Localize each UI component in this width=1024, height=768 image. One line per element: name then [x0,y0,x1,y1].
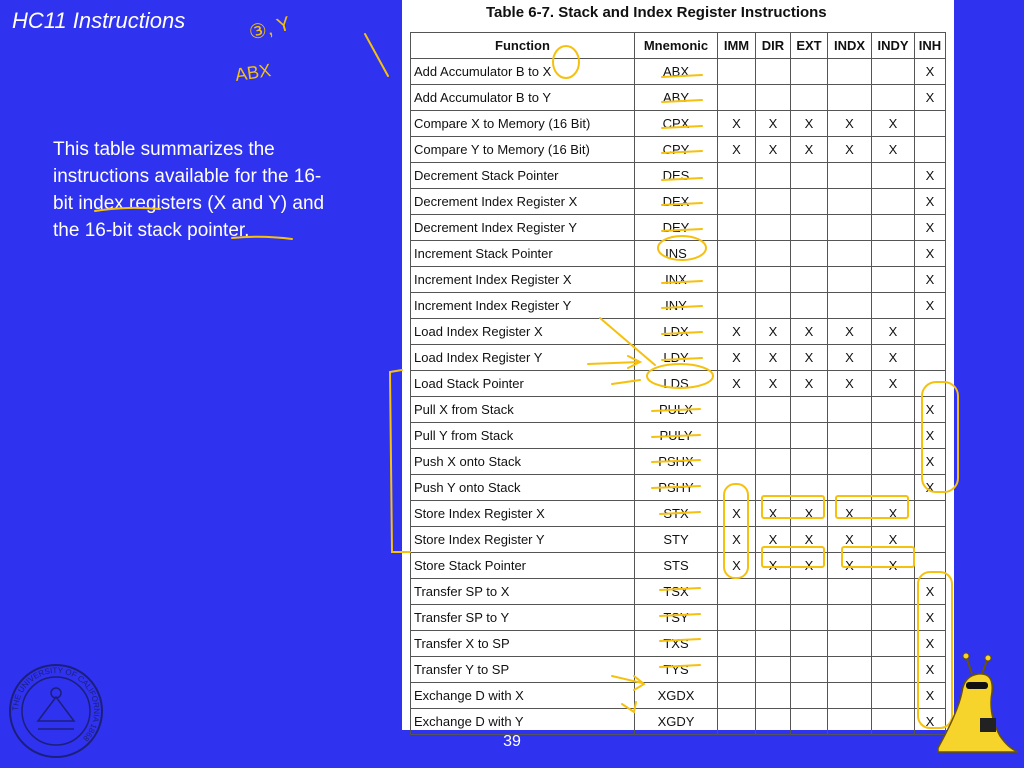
addressing-mode-cell [872,449,915,475]
addressing-mode-cell [791,215,828,241]
body-text-part: stack pointer. [132,220,250,241]
table-row [411,527,946,553]
mnemonic-cell: PULX [635,397,718,423]
function-cell: Transfer SP to Y [411,605,635,631]
addressing-mode-cell [756,215,791,241]
addressing-mode-cell: X [828,137,872,163]
addressing-mode-cell [872,215,915,241]
ink-stroke [365,34,388,76]
addressing-mode-cell: X [718,111,756,137]
function-cell: Increment Index Register X [411,267,635,293]
addressing-mode-cell [791,475,828,501]
addressing-mode-cell [872,59,915,85]
column-header: Mnemonic [635,33,718,59]
addressing-mode-cell: X [915,683,946,709]
function-cell: Store Index Register X [411,501,635,527]
table-row [411,423,946,449]
function-cell: Decrement Stack Pointer [411,163,635,189]
addressing-mode-cell [828,631,872,657]
addressing-mode-cell [872,423,915,449]
addressing-mode-cell: X [915,475,946,501]
addressing-mode-cell [828,475,872,501]
addressing-mode-cell [791,657,828,683]
slide-title: HC11 Instructions [12,8,186,33]
addressing-mode-cell [828,189,872,215]
body-text-part: 16-bit [53,166,322,214]
table-row [411,137,946,163]
table-row [411,163,946,189]
addressing-mode-cell [872,163,915,189]
addressing-mode-cell [756,683,791,709]
addressing-mode-cell: X [915,163,946,189]
addressing-mode-cell [872,241,915,267]
function-cell: Add Accumulator B to Y [411,85,635,111]
mnemonic-cell: STY [635,527,718,553]
addressing-mode-cell [756,293,791,319]
function-cell: Load Index Register X [411,319,635,345]
addressing-mode-cell: X [791,137,828,163]
column-header: EXT [791,33,828,59]
addressing-mode-cell [756,163,791,189]
addressing-mode-cell [915,111,946,137]
table-row [411,85,946,111]
column-header: INDX [828,33,872,59]
addressing-mode-cell [828,241,872,267]
addressing-mode-cell [791,189,828,215]
mnemonic-cell: STX [635,501,718,527]
addressing-mode-cell [756,189,791,215]
addressing-mode-cell: X [718,319,756,345]
mnemonic-cell: CPX [635,111,718,137]
addressing-mode-cell [791,293,828,319]
mnemonic-cell: TYS [635,657,718,683]
table-row [411,657,946,683]
addressing-mode-cell: X [872,527,915,553]
mnemonic-cell: PSHY [635,475,718,501]
addressing-mode-cell [828,85,872,111]
addressing-mode-cell [872,397,915,423]
table-row [411,371,946,397]
addressing-mode-cell [915,527,946,553]
addressing-mode-cell: X [828,501,872,527]
addressing-mode-cell: X [915,423,946,449]
addressing-mode-cell: X [718,527,756,553]
addressing-mode-cell: X [915,709,946,735]
table-row [411,189,946,215]
function-cell: Store Stack Pointer [411,553,635,579]
function-cell: Decrement Index Register X [411,189,635,215]
function-cell: Load Stack Pointer [411,371,635,397]
addressing-mode-cell: X [718,501,756,527]
addressing-mode-cell [872,631,915,657]
addressing-mode-cell [718,449,756,475]
table-row [411,215,946,241]
addressing-mode-cell [756,449,791,475]
addressing-mode-cell [756,631,791,657]
addressing-mode-cell [915,319,946,345]
addressing-mode-cell [718,683,756,709]
addressing-mode-cell [756,397,791,423]
table-row [411,293,946,319]
addressing-mode-cell [872,85,915,111]
addressing-mode-cell: X [872,553,915,579]
mnemonic-cell: CPY [635,137,718,163]
addressing-mode-cell [872,267,915,293]
mnemonic-cell: TSY [635,605,718,631]
addressing-mode-cell [791,397,828,423]
table-row [411,475,946,501]
addressing-mode-cell [718,163,756,189]
addressing-mode-cell: X [915,85,946,111]
function-cell: Exchange D with X [411,683,635,709]
addressing-mode-cell [718,423,756,449]
addressing-mode-cell [718,267,756,293]
column-header: Function [411,33,635,59]
addressing-mode-cell [872,657,915,683]
addressing-mode-cell: X [872,501,915,527]
table-row [411,683,946,709]
mnemonic-cell: ABY [635,85,718,111]
addressing-mode-cell [718,189,756,215]
addressing-mode-cell: X [756,319,791,345]
body-text-part: 16-bit [84,220,133,241]
addressing-mode-cell [915,553,946,579]
addressing-mode-cell [756,423,791,449]
addressing-mode-cell [828,293,872,319]
addressing-mode-cell: X [915,189,946,215]
mnemonic-cell: TSX [635,579,718,605]
addressing-mode-cell: X [828,111,872,137]
function-cell: Add Accumulator B to X [411,59,635,85]
mnemonic-cell: LDX [635,319,718,345]
addressing-mode-cell [872,683,915,709]
mnemonic-cell: PULY [635,423,718,449]
addressing-mode-cell [791,241,828,267]
addressing-mode-cell: X [915,449,946,475]
table-row [411,579,946,605]
addressing-mode-cell [791,709,828,735]
addressing-mode-cell [756,579,791,605]
addressing-mode-cell: X [872,345,915,371]
addressing-mode-cell: X [872,371,915,397]
column-header: IMM [718,33,756,59]
addressing-mode-cell: X [791,319,828,345]
column-header: DIR [756,33,791,59]
mnemonic-cell: LDY [635,345,718,371]
addressing-mode-cell [756,475,791,501]
addressing-mode-cell [756,267,791,293]
addressing-mode-cell [791,267,828,293]
function-cell: Compare X to Memory (16 Bit) [411,111,635,137]
table-panel [402,0,954,730]
mnemonic-cell: INY [635,293,718,319]
addressing-mode-cell [915,137,946,163]
addressing-mode-cell [756,59,791,85]
addressing-mode-cell [791,423,828,449]
addressing-mode-cell [872,709,915,735]
addressing-mode-cell: X [915,397,946,423]
addressing-mode-cell [791,683,828,709]
mnemonic-cell: INS [635,241,718,267]
addressing-mode-cell: X [915,267,946,293]
addressing-mode-cell: X [915,605,946,631]
ink-note-xy: ③, Y [246,12,293,45]
function-cell: Push Y onto Stack [411,475,635,501]
table-row [411,605,946,631]
function-cell: Push X onto Stack [411,449,635,475]
addressing-mode-cell: X [915,293,946,319]
function-cell: Increment Index Register Y [411,293,635,319]
mnemonic-cell: XGDX [635,683,718,709]
addressing-mode-cell: X [756,553,791,579]
table-row [411,345,946,371]
addressing-mode-cell: X [791,111,828,137]
mnemonic-cell: DES [635,163,718,189]
addressing-mode-cell: X [915,631,946,657]
mnemonic-cell: TXS [635,631,718,657]
table-row [411,709,946,735]
slug-mascot-icon [928,652,1020,756]
addressing-mode-cell: X [756,345,791,371]
addressing-mode-cell [756,241,791,267]
addressing-mode-cell: X [828,527,872,553]
addressing-mode-cell: X [872,319,915,345]
addressing-mode-cell [718,215,756,241]
addressing-mode-cell: X [718,371,756,397]
table-row [411,553,946,579]
addressing-mode-cell: X [718,345,756,371]
addressing-mode-cell [791,631,828,657]
addressing-mode-cell: X [915,241,946,267]
addressing-mode-cell [718,475,756,501]
function-cell: Transfer X to SP [411,631,635,657]
addressing-mode-cell: X [791,553,828,579]
table-row [411,397,946,423]
addressing-mode-cell [718,293,756,319]
addressing-mode-cell [718,709,756,735]
function-cell: Load Index Register Y [411,345,635,371]
addressing-mode-cell [756,85,791,111]
addressing-mode-cell [828,579,872,605]
addressing-mode-cell [718,241,756,267]
addressing-mode-cell [872,189,915,215]
table-row [411,59,946,85]
addressing-mode-cell [828,215,872,241]
addressing-mode-cell [791,85,828,111]
addressing-mode-cell [756,657,791,683]
addressing-mode-cell: X [756,527,791,553]
addressing-mode-cell [718,85,756,111]
function-cell: Transfer Y to SP [411,657,635,683]
function-cell: Compare Y to Memory (16 Bit) [411,137,635,163]
addressing-mode-cell [718,59,756,85]
function-cell: Transfer SP to X [411,579,635,605]
function-cell: Increment Stack Pointer [411,241,635,267]
function-cell: Store Index Register Y [411,527,635,553]
function-cell: Decrement Index Register Y [411,215,635,241]
addressing-mode-cell [915,371,946,397]
svg-text:THE UNIVERSITY OF CALIFORNIA 1: THE UNIVERSITY OF CALIFORNIA 1868 [10,665,102,743]
addressing-mode-cell: X [915,657,946,683]
ink-note-abx: ABX [233,60,273,85]
mnemonic-cell: DEY [635,215,718,241]
mnemonic-cell: INX [635,267,718,293]
addressing-mode-cell: X [756,371,791,397]
table-row [411,631,946,657]
addressing-mode-cell: X [828,345,872,371]
addressing-mode-cell [718,605,756,631]
addressing-mode-cell: X [915,59,946,85]
addressing-mode-cell [872,605,915,631]
addressing-mode-cell [828,423,872,449]
addressing-mode-cell [828,397,872,423]
addressing-mode-cell: X [718,137,756,163]
university-seal-logo [8,663,104,759]
table-header-row [411,33,946,59]
addressing-mode-cell [791,605,828,631]
page-number: 39 [503,733,521,750]
mnemonic-cell: DEX [635,189,718,215]
addressing-mode-cell: X [828,319,872,345]
function-cell: Pull X from Stack [411,397,635,423]
addressing-mode-cell [828,59,872,85]
addressing-mode-cell [828,605,872,631]
addressing-mode-cell [915,501,946,527]
addressing-mode-cell: X [872,137,915,163]
body-text-part: index registers (X and Y) and the [53,193,325,241]
mnemonic-cell: LDS [635,371,718,397]
addressing-mode-cell [756,605,791,631]
mnemonic-cell: ABX [635,59,718,85]
addressing-mode-cell [718,397,756,423]
table-row [411,449,946,475]
addressing-mode-cell [872,293,915,319]
addressing-mode-cell [791,579,828,605]
function-cell: Exchange D with Y [411,709,635,735]
addressing-mode-cell [915,345,946,371]
addressing-mode-cell [828,683,872,709]
addressing-mode-cell: X [718,553,756,579]
addressing-mode-cell: X [756,137,791,163]
instruction-table [410,32,946,735]
addressing-mode-cell: X [828,371,872,397]
addressing-mode-cell: X [828,553,872,579]
addressing-mode-cell [872,579,915,605]
function-cell: Pull Y from Stack [411,423,635,449]
mnemonic-cell: STS [635,553,718,579]
addressing-mode-cell [828,709,872,735]
addressing-mode-cell [828,267,872,293]
mnemonic-cell: XGDY [635,709,718,735]
mnemonic-cell: PSHX [635,449,718,475]
addressing-mode-cell: X [756,111,791,137]
addressing-mode-cell: X [915,215,946,241]
addressing-mode-cell [828,163,872,189]
addressing-mode-cell [791,449,828,475]
table-row [411,319,946,345]
addressing-mode-cell: X [756,501,791,527]
addressing-mode-cell [828,449,872,475]
body-text [53,136,328,244]
addressing-mode-cell: X [872,111,915,137]
table-row [411,267,946,293]
addressing-mode-cell [828,657,872,683]
column-header: INH [915,33,946,59]
column-header: INDY [872,33,915,59]
table-row [411,111,946,137]
addressing-mode-cell: X [915,579,946,605]
addressing-mode-cell: X [791,527,828,553]
addressing-mode-cell [791,59,828,85]
addressing-mode-cell [718,657,756,683]
addressing-mode-cell [718,579,756,605]
addressing-mode-cell: X [791,371,828,397]
addressing-mode-cell [791,163,828,189]
addressing-mode-cell [718,631,756,657]
addressing-mode-cell: X [791,501,828,527]
addressing-mode-cell: X [791,345,828,371]
table-row [411,241,946,267]
addressing-mode-cell [872,475,915,501]
body-text-part: This table summarizes the instructions available for the [53,139,294,187]
table-row [411,501,946,527]
table-caption: Table 6-7. Stack and Index Register Instructions [486,4,827,21]
addressing-mode-cell [756,709,791,735]
